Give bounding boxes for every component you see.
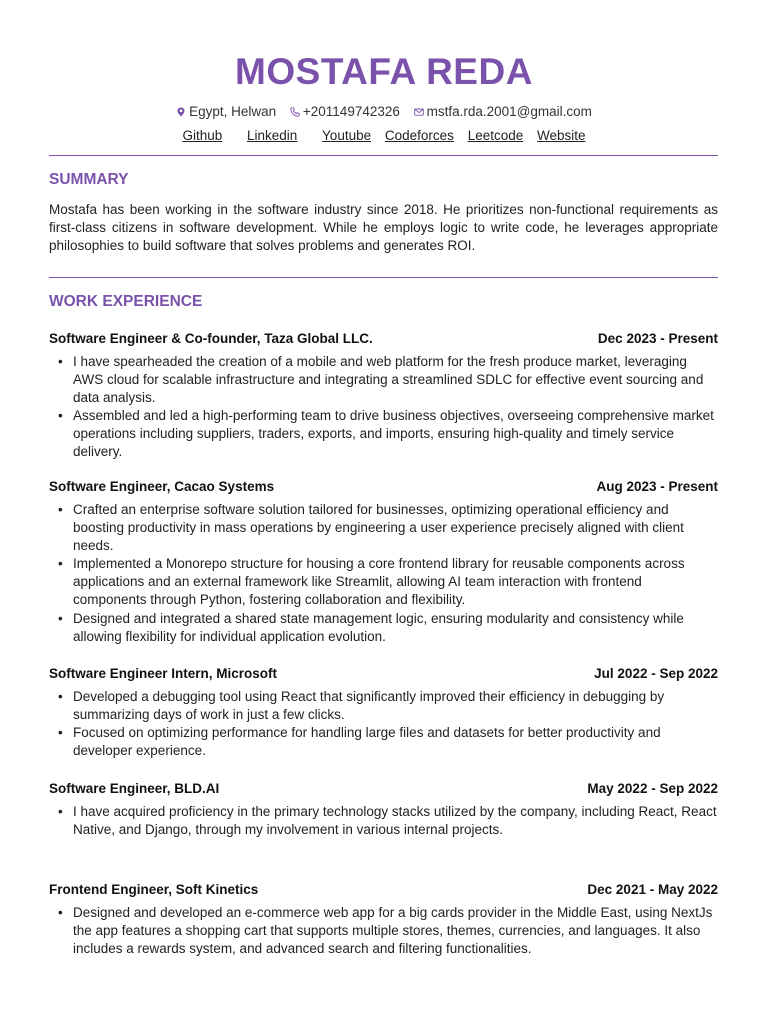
youtube-link[interactable]: Youtube xyxy=(322,128,372,143)
job-dates: Dec 2023 - Present xyxy=(597,331,718,346)
header-divider xyxy=(49,155,718,156)
contact-line xyxy=(0,103,768,121)
job-role: Software Engineer, BLD.AI xyxy=(49,781,220,796)
profile-links xyxy=(0,127,768,145)
candidate-name: MOSTAFA REDA xyxy=(235,51,533,92)
email-text: mstfa.rda.2001@gmail.com xyxy=(426,104,592,119)
linkedin-link[interactable]: Linkedin xyxy=(246,128,298,143)
phone-icon xyxy=(290,107,300,117)
email-item xyxy=(414,103,592,121)
leetcode-link[interactable]: Leetcode xyxy=(467,128,524,143)
job-dates: Dec 2021 - May 2022 xyxy=(587,882,718,897)
job-bullet: • Designed and developed an e-commerce web app for a big cards provider in the Middle East, using NextJs the app features a shopping cart that supports multiple stores, themes, currencies, and languages. It also includes a rewards system, and advanced search and filtering functionalities. xyxy=(49,904,718,958)
location-item xyxy=(176,103,276,121)
job-bullets xyxy=(49,688,718,760)
job-role: Frontend Engineer, Soft Kinetics xyxy=(49,882,259,897)
job-dates: Jul 2022 - Sep 2022 xyxy=(594,666,718,681)
job-bullet: • I have spearheaded the creation of a mobile and web platform for the fresh produce market, leveraging AWS cloud for scalable infrastructure and integrating a streamlined SDLC for effective event sourcing and data analysis. xyxy=(49,353,718,407)
job-dates: May 2022 - Sep 2022 xyxy=(587,781,718,796)
job-bullet: • Developed a debugging tool using React that significantly improved their efficiency in debugging by summarizing days of work in just a few clicks. xyxy=(49,688,718,724)
summary-text: Mostafa has been working in the software industry since 2018. He prioritizes non-functional requirements as first-class citizens in software development. While he employs logic to write code, he leverages appropriate philosophies to build software that solves problems and generates ROI. xyxy=(49,202,718,253)
github-link[interactable]: Github xyxy=(182,128,223,143)
job-header xyxy=(49,330,718,348)
job-header xyxy=(49,881,718,899)
job-entry xyxy=(49,478,718,646)
job-bullet: • Assembled and led a high-performing team to drive business objectives, overseeing comprehensive market operations including suppliers, traders, exports, and imports, ensuring high-quality and timely service delivery. xyxy=(49,407,718,461)
job-entry xyxy=(49,780,718,839)
job-bullet: • I have acquired proficiency in the primary technology stacks utilized by the company, including React, React Native, and Django, through my involvement in various internal projects. xyxy=(49,803,718,839)
job-dates: Aug 2023 - Present xyxy=(596,479,718,494)
job-header xyxy=(49,478,718,496)
job-entry xyxy=(49,665,718,760)
summary-heading: SUMMARY xyxy=(49,171,129,188)
job-bullet: • Implemented a Monorepo structure for housing a core frontend library for reusable components across applications and an external framework like Streamlit, allowing AI team interaction with frontend components through Python, fostering collaboration and flexibility. xyxy=(49,555,718,609)
job-header xyxy=(49,780,718,798)
job-bullet: • Focused on optimizing performance for handling large files and datasets for better productivity and developer experience. xyxy=(49,724,718,760)
job-role: Software Engineer Intern, Microsoft xyxy=(49,666,278,681)
website-link[interactable]: Website xyxy=(537,128,586,143)
job-bullet: • Designed and integrated a shared state management logic, ensuring modularity and consistency while allowing flexibility for individual application evolution. xyxy=(49,610,718,646)
job-bullets xyxy=(49,803,718,839)
mail-icon xyxy=(414,107,424,117)
location-text: Egypt, Helwan xyxy=(189,104,277,119)
job-entry xyxy=(49,330,718,462)
job-bullets xyxy=(49,904,718,958)
phone-item xyxy=(290,103,400,121)
job-role: Software Engineer & Co-founder, Taza Global LLC. xyxy=(49,331,373,346)
phone-text: +201149742326 xyxy=(302,104,400,119)
job-bullets xyxy=(49,501,718,646)
job-role: Software Engineer, Cacao Systems xyxy=(49,479,275,494)
summary-divider xyxy=(49,277,718,278)
location-pin-icon xyxy=(176,107,186,117)
job-entry xyxy=(49,881,718,958)
job-bullet: • Crafted an enterprise software solution tailored for businesses, optimizing operational efficiency and boosting productivity in mass operations by engineering a user experience precisely aligned with client needs. xyxy=(49,501,718,555)
job-bullets xyxy=(49,353,718,462)
work-experience-heading: WORK EXPERIENCE xyxy=(49,293,203,310)
codeforces-link[interactable]: Codeforces xyxy=(384,128,454,143)
job-header xyxy=(49,665,718,683)
